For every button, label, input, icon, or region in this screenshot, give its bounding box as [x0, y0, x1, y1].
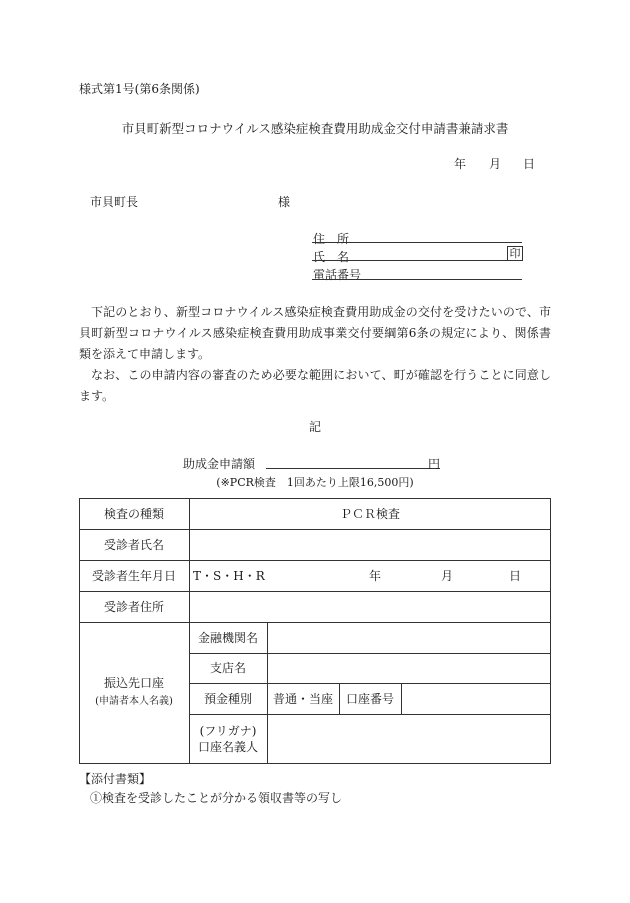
date-day: 日 [523, 157, 536, 171]
applicant-address-line[interactable] [312, 242, 522, 243]
date-year: 年 [454, 157, 467, 171]
deposit-type-label: 預金種別 [203, 691, 252, 706]
amount-input-line[interactable] [266, 468, 440, 469]
applicant-name-label: 氏 名 [313, 250, 350, 264]
dob-era: T・S・H・R [193, 568, 265, 583]
amount-label: 助成金申請額 [183, 457, 256, 471]
bank-label: 振込先口座 [103, 676, 164, 690]
applicant-phone-line[interactable] [312, 279, 522, 280]
table-rule [79, 763, 551, 764]
applicant-phone-label: 電話番号 [313, 268, 362, 282]
branch-field[interactable] [268, 654, 550, 683]
ki-heading: 記 [308, 420, 321, 434]
bank-account-label [79, 622, 189, 763]
attachments-item: ①検査を受診したことが分かる領収書等の写し [90, 791, 343, 805]
institution-field[interactable] [268, 623, 550, 653]
attachments-heading: 【添付書類】 [79, 772, 152, 786]
account-number-label: 口座番号 [345, 691, 394, 706]
dob-month: 月 [440, 568, 453, 583]
account-number-field[interactable] [402, 684, 550, 714]
patient-address-label: 受診者住所 [103, 599, 164, 614]
applicant-address-label: 住 所 [313, 232, 350, 246]
dob-label: 受診者生年月日 [91, 568, 176, 583]
institution-label: 金融機関名 [197, 630, 258, 645]
furigana-label: (フリガナ) [199, 723, 257, 738]
account-holder-label [189, 714, 267, 763]
patient-name-label: 受診者氏名 [103, 537, 164, 552]
test-type-value: ＰＣＲ検査 [339, 506, 400, 521]
dob-day: 日 [508, 568, 521, 583]
form-number: 様式第1号(第6条関係) [79, 82, 200, 96]
patient-name-field[interactable] [190, 530, 550, 560]
test-type-label: 検査の種類 [103, 506, 164, 521]
bank-sub-label: (申請者本人名義) [95, 696, 173, 707]
dob-year: 年 [368, 568, 381, 583]
table-rule [550, 498, 551, 764]
account-holder-field[interactable] [268, 715, 550, 763]
application-table [79, 498, 551, 764]
recipient-name: 市貝町長 [90, 195, 139, 209]
amount-note: (※PCR検査 1回あたり上限16,500円) [216, 476, 414, 489]
seal-mark: 印 [507, 246, 523, 261]
date-month: 月 [489, 157, 502, 171]
amount-unit: 円 [428, 457, 441, 471]
applicant-name-line[interactable] [312, 260, 522, 261]
recipient-honorific: 様 [278, 195, 291, 209]
deposit-type-value[interactable]: 普通・当座 [272, 691, 333, 706]
body-text [79, 302, 551, 407]
holder-label: 口座名義人 [197, 739, 258, 754]
patient-address-field[interactable] [190, 592, 550, 622]
body-paragraph-1: 下記のとおり、新型コロナウイルス感染症検査費用助成金の交付を受けたいので、市貝町新型コロナウイルス感染症検査費用助成事業交付要綱第6条の規定により、関係書類を添えて申請します。 [79, 305, 551, 361]
page-title: 市貝町新型コロナウイルス感染症検査費用助成金交付申請書兼請求書 [121, 121, 509, 136]
body-paragraph-2: なお、この申請内容の審査のため必要な範囲において、町が確認を行うことに同意します。 [79, 368, 551, 403]
branch-label: 支店名 [209, 661, 246, 675]
